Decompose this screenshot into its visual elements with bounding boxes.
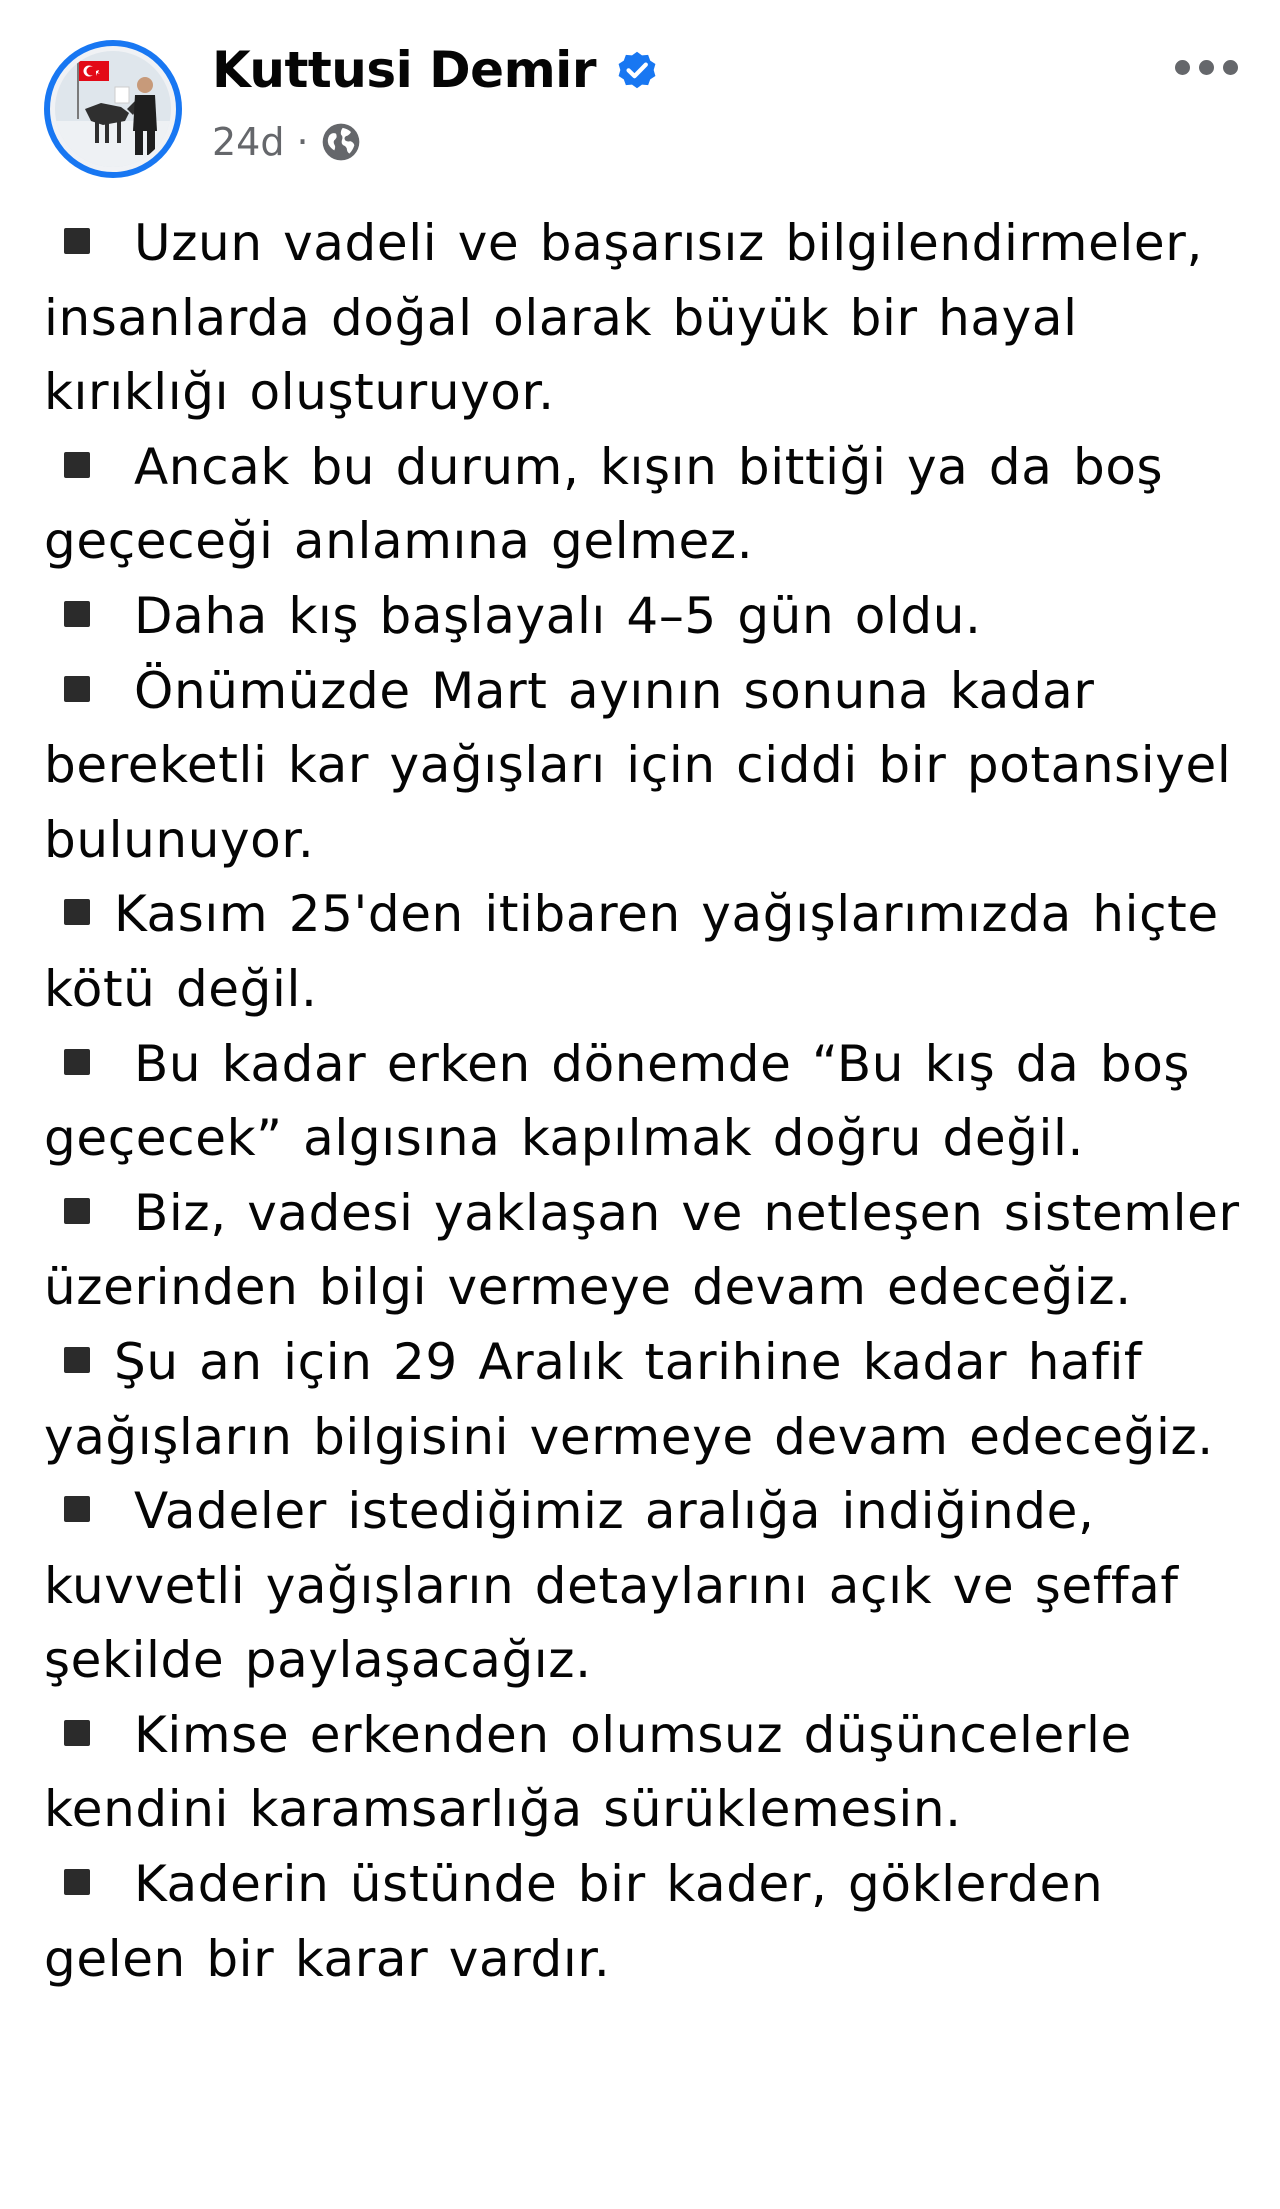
post-paragraph bbox=[44, 579, 1244, 654]
post-paragraph bbox=[44, 1474, 1244, 1698]
bullet-square-icon bbox=[64, 1869, 90, 1895]
bullet-square-icon bbox=[64, 1049, 90, 1075]
bullet-square-icon bbox=[64, 228, 90, 254]
post-paragraph bbox=[44, 1847, 1244, 1996]
post-paragraph bbox=[44, 1325, 1244, 1474]
bullet-square-icon bbox=[64, 676, 90, 702]
post-timestamp[interactable]: 24d bbox=[212, 120, 285, 164]
post-paragraph bbox=[44, 430, 1244, 579]
paragraph-text: Ancak bu durum, kışın bittiği ya da boş geçeceği anlamına gelmez. bbox=[44, 437, 1164, 571]
bullet-square-icon bbox=[64, 1720, 90, 1746]
paragraph-text: Şu an için 29 Aralık tarihine kadar hafif yağışların bilgisini vermeye devam edeceğiz. bbox=[44, 1332, 1214, 1466]
paragraph-text: Kaderin üstünde bir kader, göklerden gelen bir karar vardır. bbox=[44, 1855, 1104, 1988]
post-paragraph bbox=[44, 1027, 1244, 1176]
bullet-square-icon bbox=[64, 1198, 90, 1224]
more-options-dot bbox=[1223, 60, 1238, 75]
meta-separator: · bbox=[296, 120, 309, 164]
avatar-photo bbox=[55, 51, 171, 167]
author-avatar[interactable] bbox=[44, 40, 182, 178]
paragraph-text: Uzun vadeli ve başarısız bilgilendirmeler, insanlarda doğal olarak büyük bir hayal kırıklığı oluşturuyor. bbox=[44, 214, 1203, 422]
paragraph-text: Biz, vadesi yaklaşan ve netleşen sistemler üzerinden bilgi vermeye devam edeceğiz. bbox=[44, 1183, 1240, 1317]
post-paragraph bbox=[44, 206, 1244, 430]
paragraph-text: Vadeler istediğimiz aralığa indiğinde, kuvvetli yağışların detaylarını açık ve şeffaf şekilde paylaşacağız. bbox=[44, 1482, 1179, 1690]
author-name[interactable]: Kuttusi Demir bbox=[212, 41, 596, 99]
bullet-square-icon bbox=[64, 1496, 90, 1522]
post-paragraph bbox=[44, 654, 1244, 878]
bullet-square-icon bbox=[64, 452, 90, 478]
post-text bbox=[44, 206, 1244, 1996]
verified-badge-icon bbox=[614, 47, 660, 93]
more-options-icon bbox=[1175, 60, 1190, 75]
post-meta bbox=[212, 118, 361, 166]
bullet-square-icon bbox=[64, 899, 90, 925]
paragraph-text: Önümüzde Mart ayının sonuna kadar bereketli kar yağışları için ciddi bir potansiyel bulunuyor. bbox=[44, 661, 1232, 869]
avatar-photo-graphic bbox=[55, 51, 171, 167]
bullet-square-icon bbox=[64, 601, 90, 627]
more-options-dot bbox=[1199, 60, 1214, 75]
post-paragraph bbox=[44, 1176, 1244, 1325]
paragraph-text: Kasım 25'den itibaren yağışlarımızda hiçte kötü değil. bbox=[44, 885, 1219, 1018]
post-paragraph bbox=[44, 877, 1244, 1026]
paragraph-text: Daha kış başlayalı 4–5 gün oldu. bbox=[134, 586, 982, 645]
globe-icon bbox=[321, 122, 361, 162]
bullet-square-icon bbox=[64, 1347, 90, 1373]
post-header bbox=[0, 0, 1280, 190]
more-options-button[interactable] bbox=[1170, 52, 1242, 82]
post-paragraph bbox=[44, 1698, 1244, 1847]
author-line bbox=[212, 38, 660, 102]
paragraph-text: Bu kadar erken dönemde “Bu kış da boş geçecek” algısına kapılmak doğru değil. bbox=[44, 1034, 1191, 1168]
paragraph-text: Kimse erkenden olumsuz düşüncelerle kendini karamsarlığa sürüklemesin. bbox=[44, 1705, 1132, 1839]
